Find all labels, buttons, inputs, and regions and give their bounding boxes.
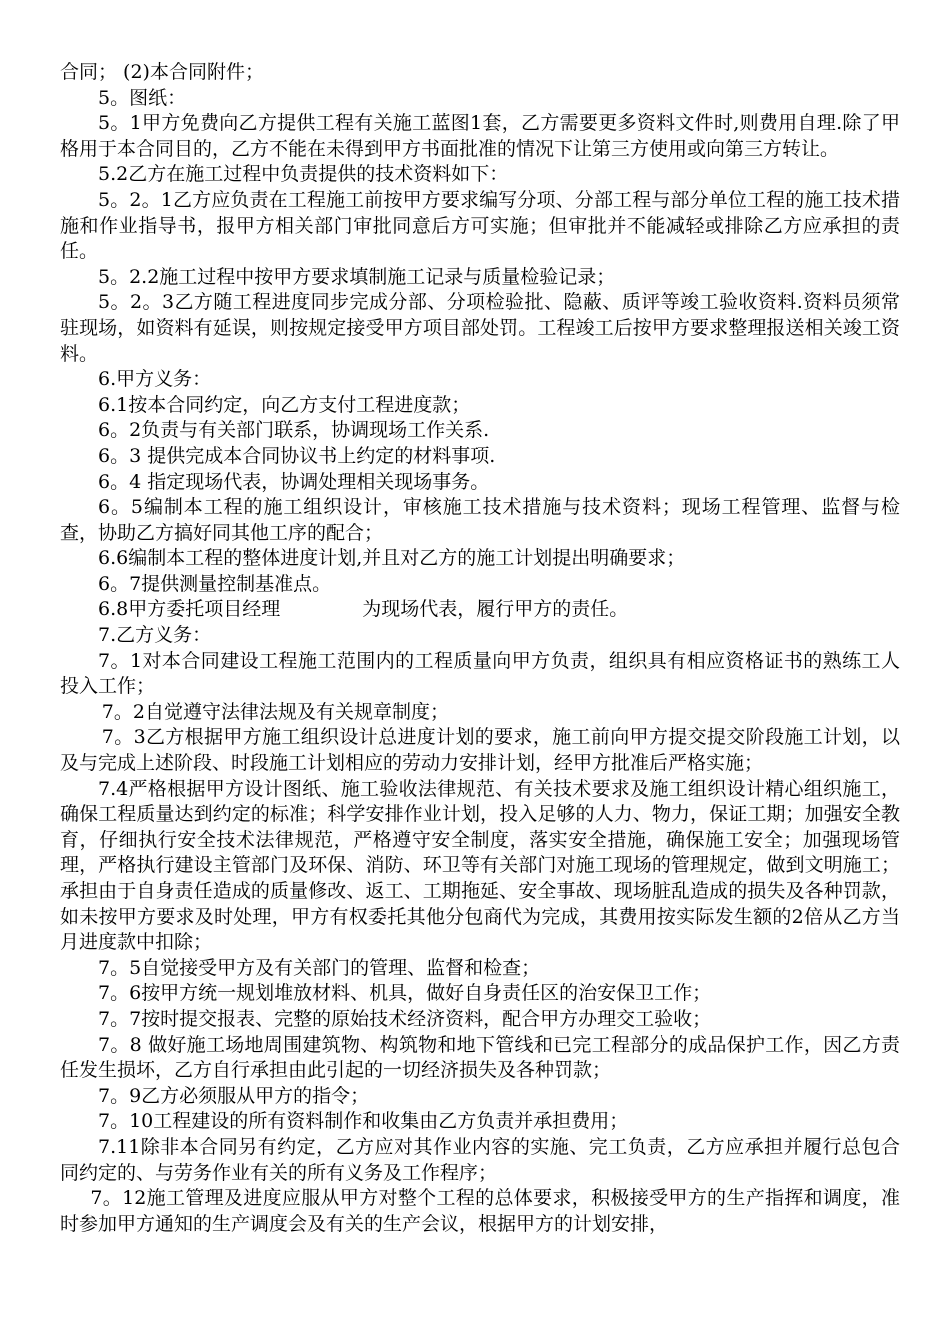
paragraph: 6。4 指定现场代表，协调处理相关现场事务。 — [98, 470, 490, 493]
paragraph: 5。1甲方免费向乙方提供工程有关施工蓝图1套，乙方需要更多资料文件时,则费用自理.除了甲格用于本合同目的，乙方不能在未得到甲方书面批准的情况下让第三方使用或向第三方转让。 — [60, 112, 900, 160]
paragraph: 6。3 提供完成本合同协议书上约定的材料事项. — [98, 444, 496, 467]
paragraph: 6。5编制本工程的施工组织设计，审核施工技术措施与技术资料；现场工程管理、监督与检查，协助乙方搞好同其他工序的配合； — [60, 496, 900, 544]
paragraph: 5。2。3乙方随工程进度同步完成分部、分项检验批、隐蔽、质评等竣工验收资料.资料员须常驻现场，如资料有延误，则按规定接受甲方项目部处罚。工程竣工后按甲方要求整理报送相关竣工资料。 — [60, 291, 900, 365]
paragraph: 6。7提供测量控制基准点。 — [98, 572, 332, 595]
paragraph-6-8 — [60, 597, 900, 623]
paragraph: 7。5自觉接受甲方及有关部门的管理、监督和检查； — [98, 956, 541, 979]
paragraph: 5.2乙方在施工过程中负责提供的技术资料如下： — [98, 163, 509, 186]
paragraph-6-8-before: 6.8甲方委托项目经理 — [98, 598, 281, 621]
paragraph: 合同； (2)本合同附件； — [60, 61, 264, 83]
document-page — [60, 60, 900, 1237]
paragraph: 5。图纸： — [98, 86, 187, 109]
paragraph: 7.11除非本合同另有约定，乙方应对其作业内容的实施、完工负责，乙方应承担并履行总包合同约定的、与劳务作业有关的所有义务及工作程序； — [60, 1135, 900, 1184]
paragraph: 7。12施工管理及进度应服从甲方对整个工程的总体要求，积极接受甲方的生产指挥和调度，准时参加甲方通知的生产调度会及有关的生产会议，根据甲方的计划安排， — [60, 1187, 900, 1235]
paragraph: 7。2自觉遵守法律法规及有关规章制度； — [101, 700, 449, 723]
paragraph: 7.乙方义务： — [98, 624, 212, 647]
paragraph: 7。8 做好施工场地周围建筑物、构筑物和地下管线和已完工程部分的成品保护工作，因乙方责任发生损坏，乙方自行承担由此引起的一切经济损失及各种罚款； — [60, 1033, 900, 1082]
paragraph: 7。9乙方必须服从甲方的指令； — [98, 1084, 370, 1107]
paragraph: 6。2负责与有关部门联系，协调现场工作关系. — [98, 419, 490, 442]
paragraph: 6.甲方义务： — [98, 368, 212, 391]
paragraph: 7。3乙方根据甲方施工组织设计总进度计划的要求，施工前向甲方提交提交阶段施工计划，以及与完成上述阶段、时段施工计划相应的劳动力安排计划，经甲方批准后严格实施； — [60, 726, 900, 775]
paragraph: 7。7按时提交报表、完整的原始技术经济资料，配合甲方办理交工验收； — [98, 1007, 712, 1030]
paragraph: 7。10工程建设的所有资料制作和收集由乙方负责并承担费用； — [98, 1110, 629, 1133]
paragraph-6-8-after: 为现场代表，履行甲方的责任。 — [362, 598, 629, 621]
paragraph: 5。2.2施工过程中按甲方要求填制施工记录与质量检验记录； — [98, 265, 616, 288]
paragraph: 7。6按甲方统一规划堆放材料、机具，做好自身责任区的治安保卫工作； — [98, 982, 712, 1005]
paragraph: 7.4严格根据甲方设计图纸、施工验收法律规范、有关技术要求及施工组织设计精心组织施工，确保工程质量达到约定的标准；科学安排作业计划，投入足够的人力、物力，保证工期；加强安全教育，仔细执行安全技术法律规范，严格遵守安全制度，落实安全措施，确保施工安全；加强现场管理，严格执行建设主管部门及环保、消防、环卫等有关部门对施工现场的管理规定，做到文明施工；承担由于自身责任造成的质量修改、返工、工期拖延、安全事故、现场脏乱造成的损失及各种罚款，如未按甲方要求及时处理，甲方有权委托其他分包商代为完成，其费用按实际发生额的2倍从乙方当月进度款中扣除； — [60, 777, 900, 954]
paragraph: 5。2。1乙方应负责在工程施工前按甲方要求编写分项、分部工程与部分单位工程的施工技术措施和作业指导书，报甲方相关部门审批同意后方可实施；但审批并不能减轻或排除乙方应承担的责任。 — [60, 188, 900, 263]
paragraph: 6.1按本合同约定，向乙方支付工程进度款； — [98, 393, 471, 416]
paragraph: 7。1对本合同建设工程施工范围内的工程质量向甲方负责，组织具有相应资格证书的熟练工人投入工作； — [60, 649, 900, 698]
paragraph: 6.6编制本工程的整体进度计划,并且对乙方的施工计划提出明确要求； — [98, 547, 686, 570]
